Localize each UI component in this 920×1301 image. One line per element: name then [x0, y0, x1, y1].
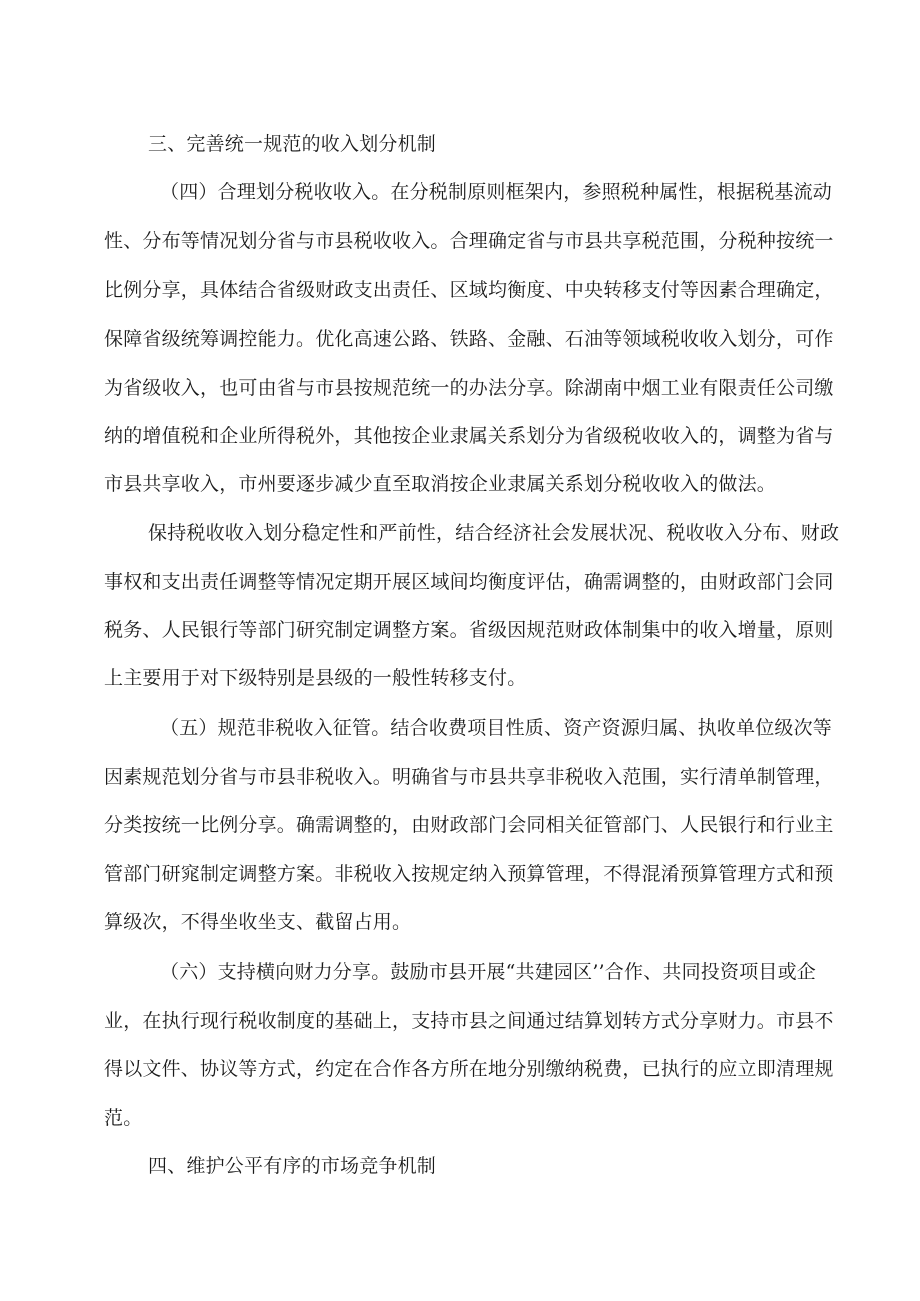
paragraph-4b-line-4: 上主要用于对下级特别是县级的一般性转移支付。 — [104, 667, 527, 689]
paragraph-4-line-6: 纳的增值税和企业所得税外，其他按企业隶属关系划分为省级税收收入的，调整为省与 — [104, 425, 834, 447]
paragraph-4b-line-3: 税务、人民银行等部门研究制定调整方案。省级因规范财政体制集中的收入增量，原则 — [104, 619, 834, 641]
paragraph-5-line-3: 分类按统一比例分享。确需调整的，由财政部门会同相关征管部门、人民银行和行业主 — [104, 814, 834, 836]
paragraph-6-line-3: 得以文件、协议等方式，约定在合作各方所在地分别缴纳税费，已执行的应立即清理规 — [104, 1058, 834, 1080]
paragraph-6-line-2: 业，在执行现行税收制度的基础上，支持市县之间通过结算划转方式分享财力。市县不 — [104, 1010, 834, 1032]
paragraph-4-line-5: 为省级收入，也可由省与市县按规范统一的办法分享。除湖南中烟工业有限责任公司缴 — [104, 377, 834, 399]
paragraph-4-line-3: 比例分享，具体结合省级财政支出责任、区域均衡度、中央转移支付等因素合理确定， — [104, 279, 834, 301]
paragraph-4-line-2: 性、分布等情况划分省与市县税收收入。合理确定省与市县共享税范围，分税种按统一 — [104, 230, 834, 252]
paragraph-4-line-1: （四）合理划分税收收入。在分税制原则框架内，参照税种属性，根据税基流动 — [160, 181, 833, 203]
paragraph-4b-line-1: 保持税收收入划分稳定性和严前性，结合经济社会发展状况、税收收入分布、财政 — [148, 522, 840, 544]
paragraph-5-line-2: 因素规范划分省与市县非税收入。明确省与市县共享非税收入范围，实行清单制管理， — [104, 766, 834, 788]
paragraph-4-line-4: 保障省级统筹调控能力。优化高速公路、铁路、金融、石油等领域税收收入划分，可作 — [104, 328, 834, 350]
section-heading-3: 三、完善统一规范的收入划分机制 — [148, 133, 437, 155]
paragraph-6-line-1: （六）支持横向财力分享。鼓励市县开展“共建园区’’合作、共同投资项目或企 — [160, 961, 816, 983]
paragraph-4-line-7: 市县共享收入，市州要逐步减少直至取消按企业隶属关系划分税收收入的做法。 — [104, 473, 777, 495]
section-heading-4: 四、维护公平有序的市场竞争机制 — [148, 1155, 437, 1177]
paragraph-5-line-1: （五）规范非税收入征管。结合收费项目性质、资产资源归属、执收单位级次等 — [160, 717, 833, 739]
paragraph-6-line-4: 范。 — [104, 1107, 143, 1129]
paragraph-5-line-5: 算级次，不得坐收坐支、截留占用。 — [104, 911, 412, 933]
paragraph-4b-line-2: 事权和支出责任调整等情况定期开展区域间均衡度评估，确需调整的，由财政部门会同 — [104, 571, 834, 593]
paragraph-5-line-4: 管部门研窕制定调整方案。非税收入按规定纳入预算管理，不得混淆预算管理方式和预 — [104, 863, 834, 885]
